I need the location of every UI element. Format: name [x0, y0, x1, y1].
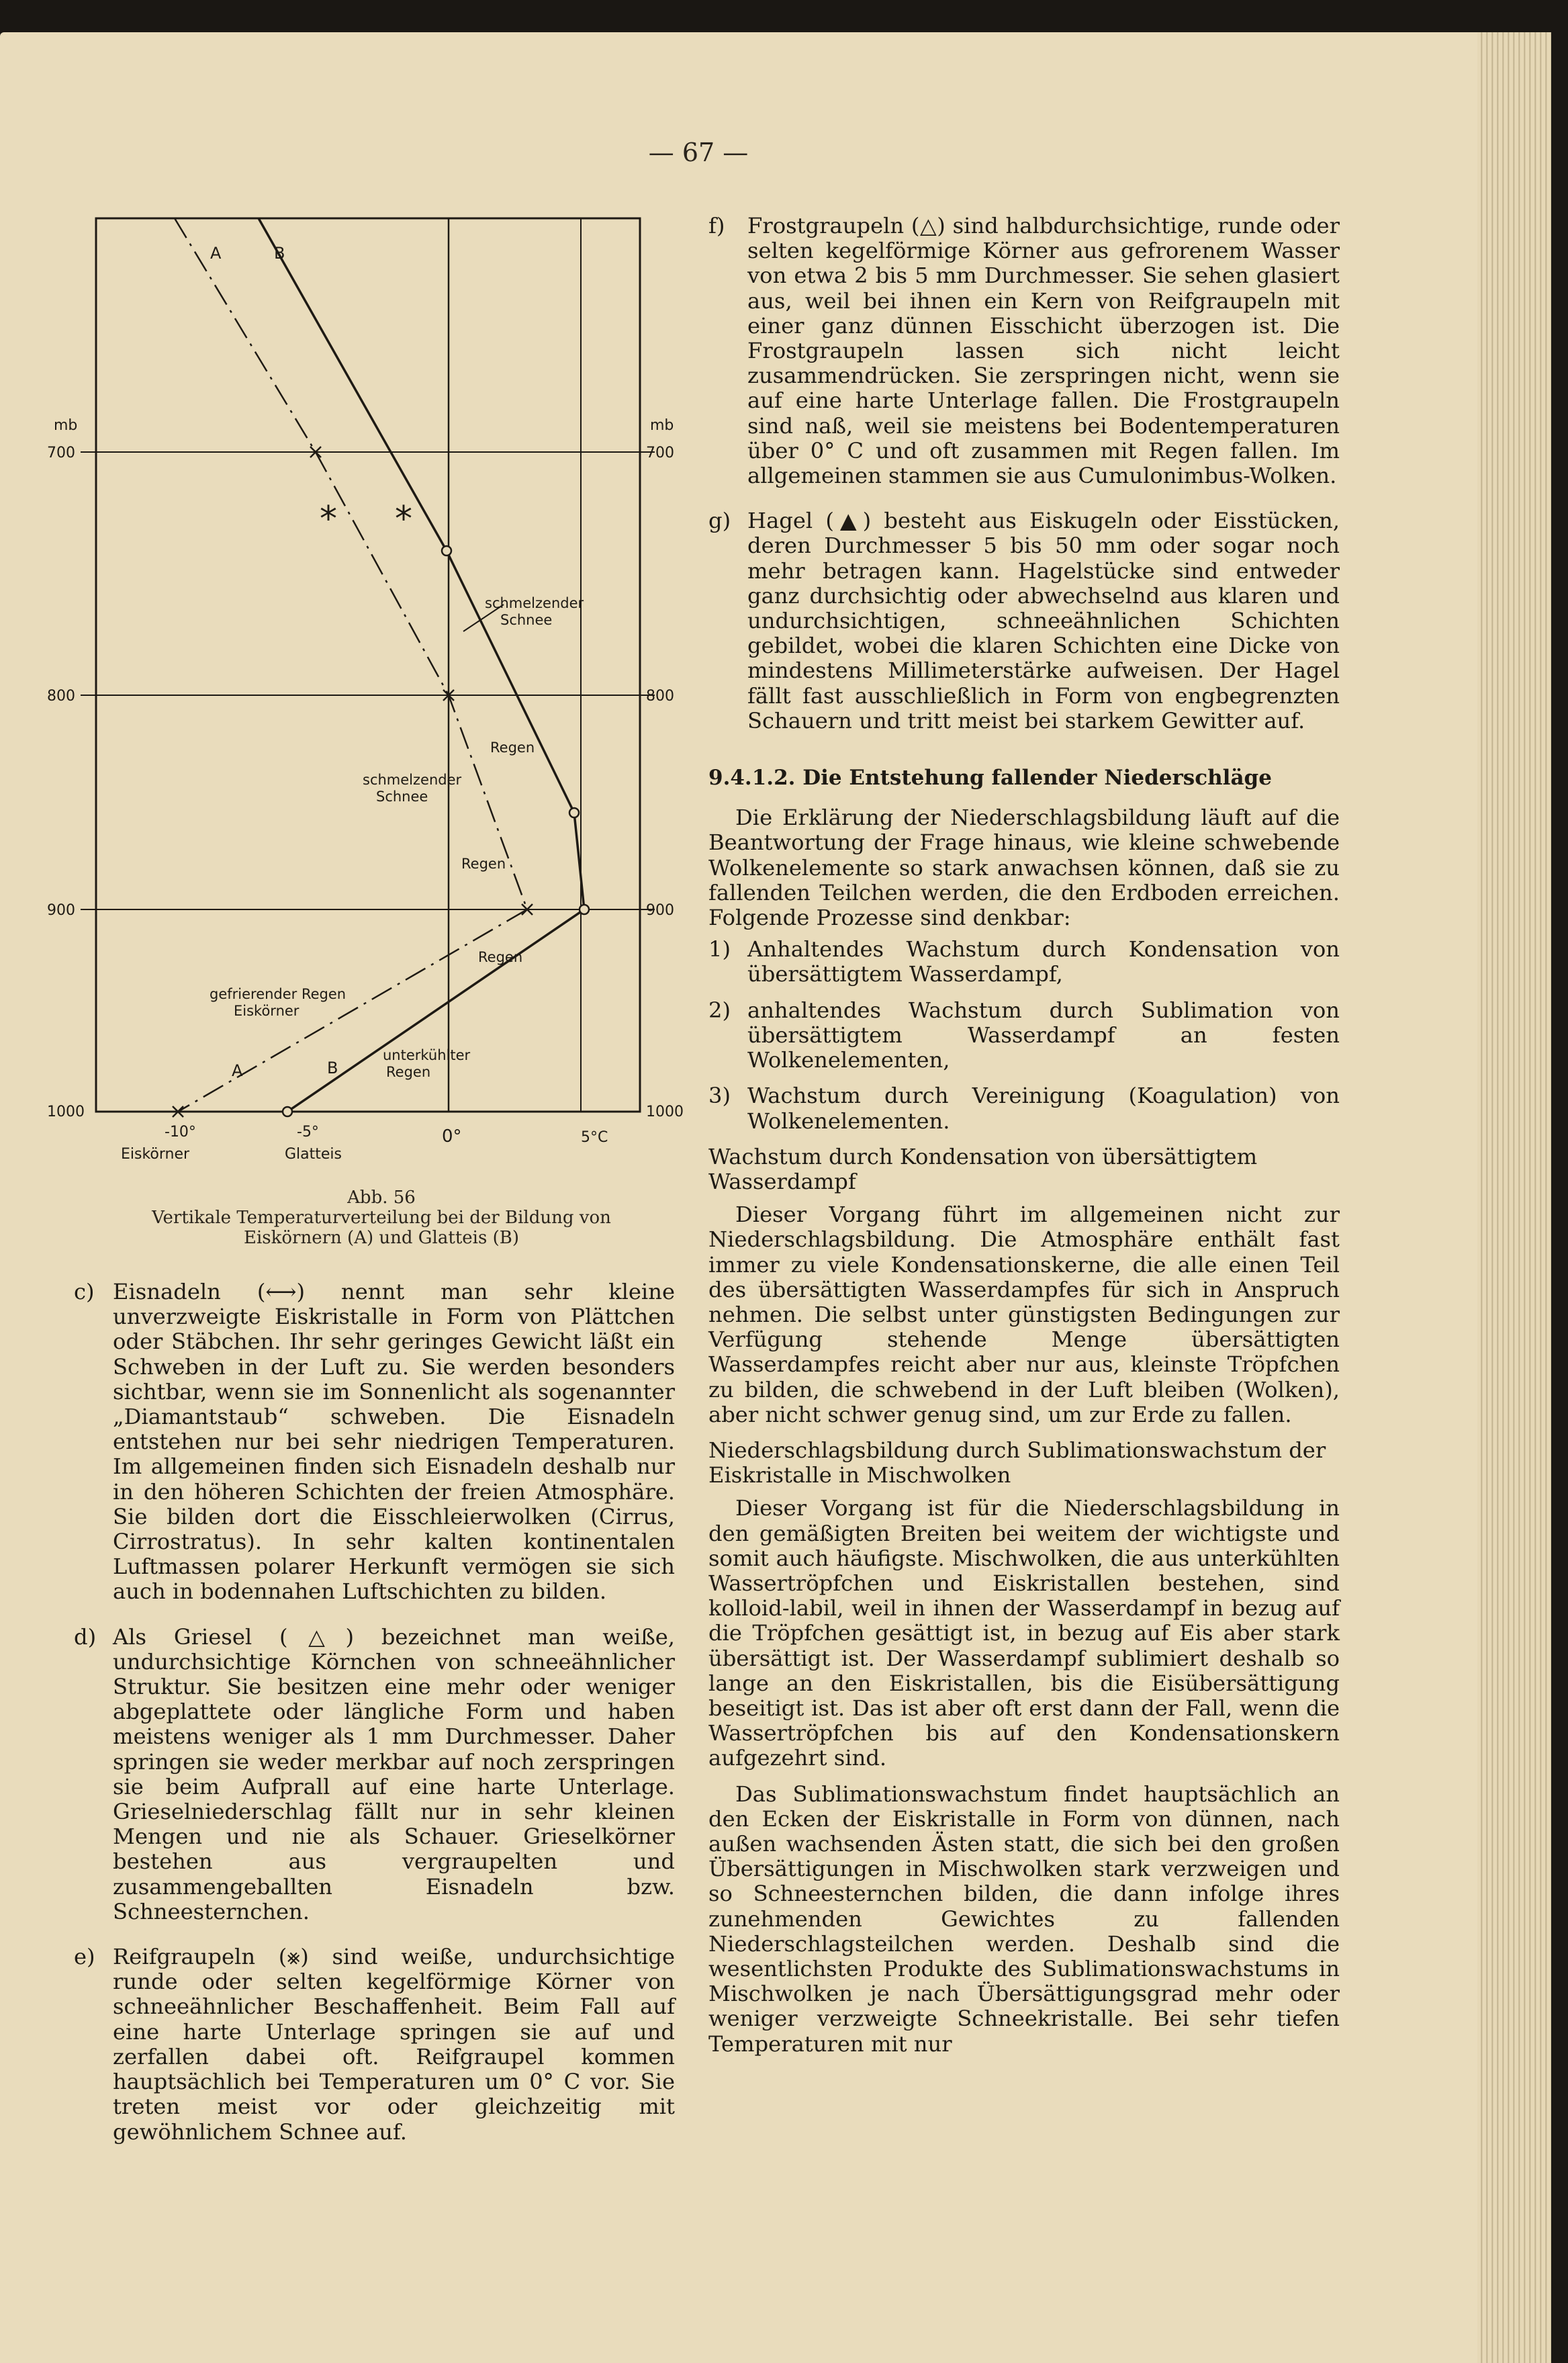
paragraph-kondensation: Dieser Vorgang führt im allgemeinen nicht zur Niederschlagsbildung. Die Atmosphäre enthält fast immer zu viele Kondensationskerne, die alle einen Teil des übersättigten Wasserdampfes für sich in Anspruch nehmen. Die selbst unter günstigsten Bedingungen zur Verfügung stehende Menge übersättigten Wasserdampfes reicht aber nur aus, kleinste Tröpfchen zu bilden, die schwebend in der Luft bleiben (Wolken), aber nicht schwer genug sind, um zur Erde zu fallen.	[708, 1202, 1340, 1427]
tick-right-1000: 1000	[646, 1104, 684, 1120]
figure-temperature-profile	[34, 202, 692, 1182]
tick-left-800: 800	[47, 688, 75, 705]
curve-label-a-top: A	[210, 244, 222, 263]
label-unter-2: Regen	[386, 1064, 431, 1080]
label-regen-1: Regen	[490, 740, 535, 756]
subheading-kondensation: Wachstum durch Kondensation von übersättigtem Wasserdampf	[708, 1143, 1258, 1194]
right-column	[708, 214, 1340, 2057]
right-unit: mb	[650, 417, 674, 434]
label-gefr-2: Eiskörner	[234, 1003, 299, 1019]
left-column	[74, 1280, 675, 2165]
curve-label-b-top: B	[274, 244, 285, 263]
process-1: 1) Anhaltendes Wachstum durch Kondensation von übersättigtem Wasserdampf,	[708, 936, 1340, 987]
label-glatteis: Glatteis	[285, 1146, 342, 1163]
tick-temp-5: 5°C	[581, 1129, 608, 1146]
label-schmelz-upper-1: schmelzender	[485, 595, 584, 611]
tick-temp-0: 0°	[442, 1126, 462, 1147]
caption-number: Abb. 56	[347, 1188, 416, 1208]
curve-b	[259, 218, 584, 1112]
tick-right-800: 800	[646, 688, 674, 705]
section-heading: 9.4.1.2. Die Entstehung fallender Niederschläge	[708, 766, 1272, 791]
page-edges	[1477, 32, 1551, 2363]
label-regen-2: Regen	[461, 856, 506, 872]
tick-left-1000: 1000	[47, 1104, 85, 1120]
page-number: — 67 —	[648, 138, 749, 167]
label-schmelz-mid-2: Schnee	[376, 789, 428, 805]
paragraph-sublimation-1: Dieser Vorgang ist für die Niederschlagsbildung in den gemäßigten Breiten bei weitem der wichtigste und somit auch häufigste. Mischwolken, die aus unterkühlten Wassertröpfchen und Eiskristallen bestehen, sind kolloid-labil, weil in ihnen der Wasserdampf in bezug auf die Tröpfchen gesättigt ist, in bezug auf Eis aber stark übersättigt ist. Der Wasserdampf sublimiert deshalb so lange an den Eiskristallen, bis die Eisübersättigung beseitigt ist. Das ist aber oft erst dann der Fall, wenn die Wassertröpfchen bis auf den Kondensationskern aufgezehrt sind.	[708, 1495, 1340, 1771]
label-gefr-1: gefrierender Regen	[210, 986, 347, 1002]
tick-temp-minus5: -5°	[297, 1124, 319, 1141]
list-item-c: c) Eisnadeln (⟷) nennt man sehr kleine unverzweigte Eiskristalle in Form von Plättchen oder Stäbchen. Ihr sehr geringes Gewicht läßt ein Schweben in der Luft zu. Sie werden besonders sichtbar, wenn sie im Sonnenlicht als sogenannter „Diamantstaub“ schweben. Die Eisnadeln entstehen nur bei sehr niedrigen Temperaturen. Im allgemeinen finden sich Eisnadeln deshalb nur in den höheren Schichten der freien Atmosphäre. Sie bilden dort die Eisschleierwolken (Cirrus, Cirrostratus). In sehr kalten kontinentalen Luftmassen polarer Herkunft vermögen sie sich auch in bodennahen Luftschichten zu bilden.	[74, 1279, 675, 1605]
left-unit: mb	[54, 417, 78, 434]
label-regen-3: Regen	[478, 949, 523, 965]
tick-right-700: 700	[646, 445, 674, 461]
caption-line-2: Eiskörnern (A) und Glatteis (B)	[244, 1228, 519, 1248]
label-schmelz-mid-1: schmelzender	[363, 772, 462, 788]
curve-label-a-bottom: A	[232, 1061, 243, 1080]
plot-frame	[96, 218, 640, 1112]
tick-right-900: 900	[646, 902, 674, 919]
list-item-d: d) Als Griesel (△) bezeichnet man weiße, undurchsichtige Körnchen von schneeähnlicher Struktur. Sie besitzen eine mehr oder weniger abgeplattete oder längliche Form und haben meistens weniger als 1 mm Durchmesser. Daher springen sie weder merkbar auf noch zerspringen sie beim Aufprall auf eine harte Unterlage. Grieselniederschlag fällt nur in sehr kleinen Mengen und nie als Schauer. Grieselkörner bestehen aus vergraupelten und zusammengeballten Eisnadeln bzw. Schneesternchen.	[74, 1623, 675, 1924]
list-item-g: g) Hagel (▲) besteht aus Eiskugeln oder Eisstücken, deren Durchmesser 5 bis 50 mm oder sogar noch mehr betragen kann. Hagelstücke sind entweder ganz durchsichtig oder abwechselnd aus klaren und undurchsichtigen, schneeähnlichen Schichten gebildet, wobei die klaren Schichten eine Dicke von mindestens Millimeterstärke aufweisen. Der Hagel fällt fast ausschließlich in Form von engbegrenzten Schauern und tritt meist bei starkem Gewitter auf.	[708, 508, 1340, 733]
curve-a	[175, 218, 527, 1112]
figure-caption	[79, 1188, 684, 1248]
curve-label-b-bottom: B	[327, 1059, 338, 1077]
list-item-e: e) Reifgraupeln (⨳) sind weiße, undurchsichtige runde oder selten kegelförmige Körner von schneeähnlicher Beschaffenheit. Beim Fall auf eine harte Unterlage springen sie auf und zerfallen dabei oft. Reifgraupel kommen hauptsächlich bei Temperaturen um 0° C vor. Sie treten meist vor oder gleichzeitig mit gewöhnlichem Schnee auf.	[74, 1944, 675, 2145]
snow-symbol-2: *	[395, 499, 412, 539]
tick-temp-minus10: -10°	[165, 1124, 196, 1141]
paragraph-sublimation-2: Das Sublimationswachstum findet hauptsächlich an den Ecken der Eiskristalle in Form von dünnen, nach außen wachsenden Ästen statt, die sich bei den großen Übersättigungen in Mischwolken stark verzweigen und so Schneesternchen bilden, die dann infolge ihres zunehmenden Gewichtes zu fallenden Niederschlagsteilchen werden. Deshalb sind die wesentlichsten Produkte des Sublimationswachstums in Mischwolken je nach Übersättigungsgrad mehr oder weniger verzweigte Schneekristalle. Bei sehr tiefen Temperaturen mit nur	[708, 1781, 1340, 2057]
label-eiskoerner: Eiskörner	[121, 1146, 190, 1163]
intro-paragraph: Die Erklärung der Niederschlagsbildung läuft auf die Beantwortung der Frage hinaus, wie kleine schwebende Wolkenelemente so stark anwachsen können, daß sie zu fallenden Teilchen werden, die den Erdboden erreichen. Folgende Prozesse sind denkbar:	[708, 805, 1340, 931]
tick-left-900: 900	[47, 902, 75, 919]
label-schmelz-upper-2: Schnee	[500, 612, 553, 628]
tick-left-700: 700	[47, 445, 75, 461]
caption-line-1: Vertikale Temperaturverteilung bei der Bildung von	[152, 1208, 611, 1228]
process-3: 3) Wachstum durch Vereinigung (Koagulation) von Wolkenelementen.	[708, 1083, 1340, 1134]
subheading-sublimation: Niederschlagsbildung durch Sublimationswachstum der Eiskristalle in Mischwolken	[708, 1437, 1326, 1488]
snow-symbol-1: *	[320, 499, 337, 539]
process-2: 2) anhaltendes Wachstum durch Sublimation von übersättigtem Wasserdampf an festen Wolkenelementen,	[708, 997, 1340, 1073]
list-item-f: f) Frostgraupeln (△) sind halbdurchsichtige, runde oder selten kegelförmige Körner aus gefrorenem Wasser von etwa 2 bis 5 mm Durchmesser. Sie sehen glasiert aus, weil bei ihnen ein Kern von Reifgraupeln mit einer ganz dünnen Eisschicht überzogen ist. Die Frostgraupeln lassen sich nicht leicht zusammendrücken. Sie zerspringen nicht, wenn sie auf eine harte Unterlage fallen. Die Frostgraupeln sind naß, weil sie meistens bei Bodentemperaturen über 0° C und oft zusammen mit Regen fallen. Im allgemeinen stammen sie aus Cumulonimbus-Wolken.	[708, 213, 1340, 489]
label-unter-1: unterkühlter	[383, 1047, 471, 1063]
